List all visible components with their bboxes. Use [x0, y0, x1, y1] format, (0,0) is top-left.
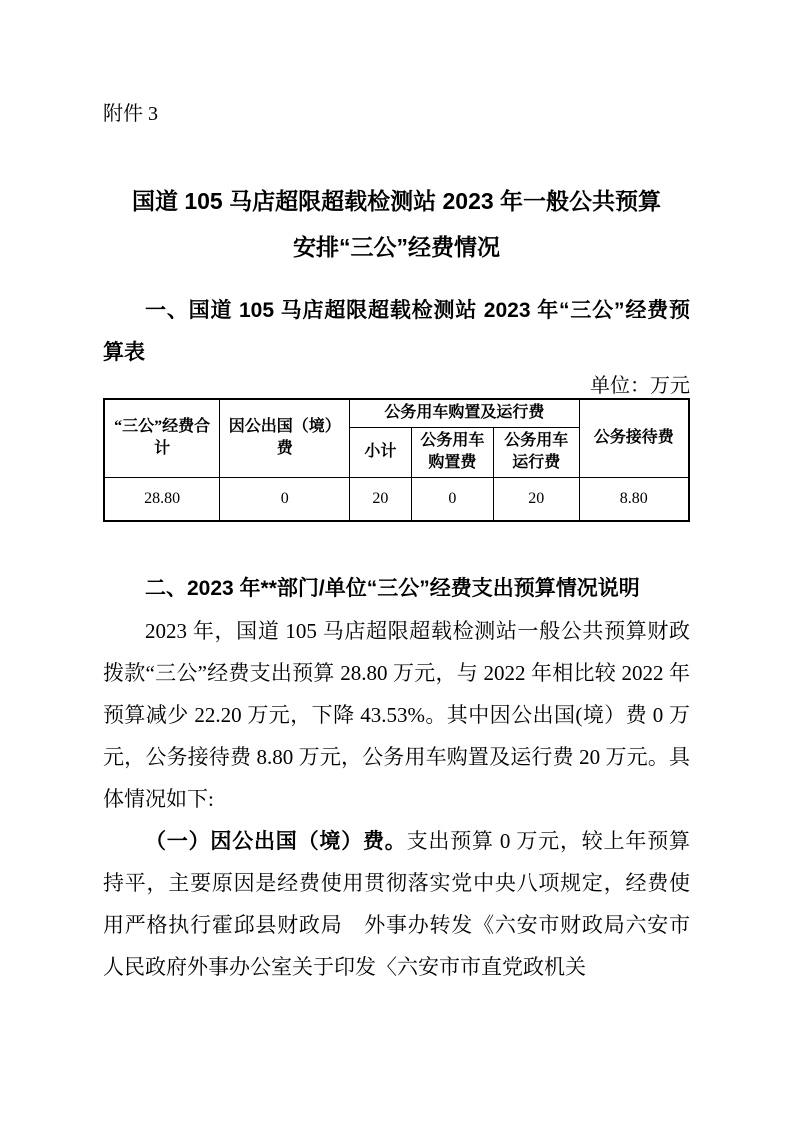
col-header-reception: 公务接待费	[579, 399, 689, 477]
cell-subtotal: 20	[350, 477, 411, 521]
cell-purchase: 0	[411, 477, 493, 521]
section1-heading: 一、国道 105 马店超限超载检测站 2023 年“三公”经费预算表	[103, 299, 690, 364]
col-header-purchase: 公务用车购置费	[411, 427, 493, 477]
paragraph-overview: 2023 年，国道 105 马店超限超载检测站一般公共预算财政拨款“三公”经费支出预算 28.80 万元，与 2022 年相比较 2022 年预算减少 22.20 万元，下降 43.53%。其中因公出国(境）费 0 万元，公务接待费 8.80 万元，公务用车购置及运行费 20 万元。具体情况如下:	[103, 619, 690, 811]
paragraph-abroad-fee-text: 支出预算 0 万元，较上年预算持平，主要原因是经费使用贯彻落实党中央八项规定，经费使用严格执行霍邱县财政局 外事办转发《六安市财政局六安市人民政府外事办公室关于印发〈六安市市直党政机关	[103, 829, 691, 979]
cell-abroad: 0	[220, 477, 350, 521]
table-row	[104, 477, 689, 521]
budget-table	[103, 398, 690, 522]
col-header-total: “三公”经费合计	[104, 399, 220, 477]
document-title	[103, 178, 690, 270]
col-header-vehicle-group: 公务用车购置及运行费	[350, 399, 579, 427]
section2-heading: 二、2023 年**部门/单位“三公”经费支出预算情况说明	[145, 577, 640, 600]
cell-total: 28.80	[104, 477, 220, 521]
attachment-label: 附件 3	[103, 103, 158, 125]
cell-reception: 8.80	[579, 477, 689, 521]
col-header-operation: 公务用车运行费	[494, 427, 579, 477]
cell-operation: 20	[494, 477, 579, 521]
table-header-row-1	[104, 399, 689, 427]
col-header-subtotal: 小计	[350, 427, 411, 477]
unit-label: 单位：万元	[590, 375, 690, 397]
paragraph-abroad-fee-lead: （一）因公出国（境）费。	[145, 829, 407, 853]
paragraph-abroad-fee	[103, 820, 690, 988]
document-title-line1: 国道 105 马店超限超载检测站 2023 年一般公共预算	[131, 188, 662, 214]
col-header-abroad: 因公出国（境）费	[220, 399, 350, 477]
document-title-line2: 安排“三公”经费情况	[293, 234, 500, 260]
